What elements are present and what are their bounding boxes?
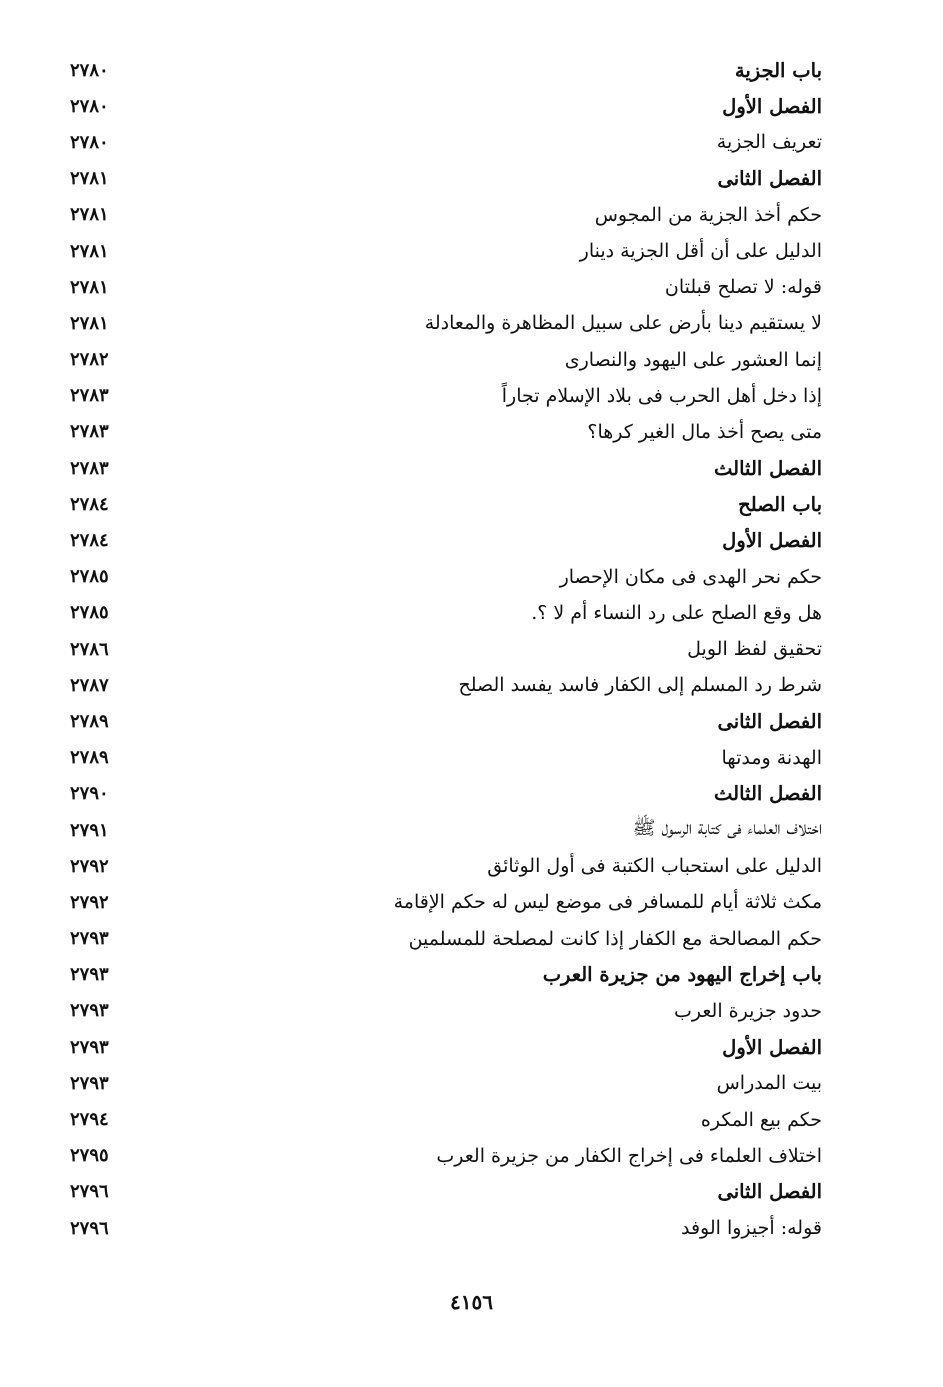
toc-entry-title: الدليل على استحباب الكتبة فى أول الوثائق [487, 855, 822, 878]
toc-heading: باب الجزية [734, 58, 822, 82]
toc-heading: الفصل الثانى [717, 709, 822, 733]
toc-row [70, 378, 822, 414]
toc-page-number: ٢٧٨١ [70, 168, 109, 190]
toc-page-number: ٢٧٩٦ [70, 1217, 109, 1239]
toc-entry-title: تحقيق لفظ الويل [687, 638, 822, 661]
toc-row [70, 812, 822, 848]
toc-row [70, 957, 822, 993]
toc-row [70, 522, 822, 558]
toc-row [70, 703, 822, 739]
toc-page-number: ٢٧٨٠ [70, 131, 109, 153]
toc-page-number: ٢٧٨٩ [70, 747, 109, 769]
toc-entry-title: قوله: أجيزوا الوفد [681, 1217, 822, 1240]
toc-page-number: ٢٧٨٤ [70, 530, 109, 552]
toc-entry-title: اختلاف العلماء فى كتابة الرسول ﷺ [632, 817, 822, 840]
toc-page-number: ٢٧٨٦ [70, 638, 109, 660]
toc-page-number: ٢٧٩١ [70, 819, 109, 841]
toc-row [70, 486, 822, 522]
toc-heading: الفصل الأول [722, 529, 822, 553]
toc-page-number: ٢٧٨١ [70, 240, 109, 262]
toc-row [70, 88, 822, 124]
toc-entry-title: حدود جزيرة العرب [674, 999, 822, 1022]
toc-row [70, 921, 822, 957]
toc-page-number: ٢٧٨٢ [70, 349, 109, 371]
toc-page-number: ٢٧٨٠ [70, 59, 109, 81]
toc-row [70, 414, 822, 450]
table-of-contents [70, 52, 822, 1246]
toc-heading: الفصل الثانى [717, 167, 822, 191]
toc-entry-title: حكم نحر الهدى فى مكان الإحصار [559, 565, 822, 588]
toc-row [70, 305, 822, 341]
toc-heading: الفصل الأول [722, 94, 822, 118]
toc-entry-title: تعريف الجزية [716, 131, 822, 154]
toc-row [70, 450, 822, 486]
toc-page-number: ٢٧٨٣ [70, 385, 109, 407]
toc-page-number: ٢٧٩٣ [70, 928, 109, 950]
toc-entry-title: قوله: لا تصلح قبلتان [664, 276, 822, 299]
toc-entry-title: إذا دخل أهل الحرب فى بلاد الإسلام تجاراً [501, 384, 822, 407]
toc-row [70, 631, 822, 667]
toc-page-number: ٢٧٨٠ [70, 95, 109, 117]
toc-row [70, 1210, 822, 1246]
toc-heading: الفصل الثالث [714, 782, 822, 806]
toc-page-number: ٢٧٩٣ [70, 964, 109, 986]
toc-heading: باب الصلح [738, 492, 822, 516]
toc-row [70, 559, 822, 595]
toc-page-number: ٢٧٩٣ [70, 1072, 109, 1094]
toc-row [70, 848, 822, 884]
toc-row [70, 1138, 822, 1174]
toc-page-number: ٢٧٨١ [70, 312, 109, 334]
toc-row [70, 993, 822, 1029]
toc-page-number: ٢٧٨١ [70, 276, 109, 298]
toc-entry-title: الدليل على أن أقل الجزية دينار [579, 240, 822, 263]
toc-page-number: ٢٧٨٣ [70, 457, 109, 479]
toc-row [70, 595, 822, 631]
toc-entry-title: شرط رد المسلم إلى الكفار فاسد يفسد الصلح [458, 674, 822, 697]
toc-row [70, 667, 822, 703]
toc-row [70, 776, 822, 812]
toc-page-number: ٢٧٨٩ [70, 710, 109, 732]
toc-row [70, 269, 822, 305]
toc-page-number: ٢٧٩٤ [70, 1109, 109, 1131]
toc-row [70, 52, 822, 88]
toc-page-number: ٢٧٨٥ [70, 602, 109, 624]
toc-page-number: ٢٧٩٢ [70, 891, 109, 913]
toc-entry-title: حكم أخذ الجزية من المجوس [594, 203, 822, 226]
page-number: ٤١٥٦ [450, 1290, 493, 1314]
toc-entry-title: إنما العشور على اليهود والنصارى [564, 348, 822, 371]
toc-row [70, 1065, 822, 1101]
toc-entry-title: اختلاف العلماء فى إخراج الكفار من جزيرة العرب [436, 1144, 822, 1167]
toc-page-number: ٢٧٨٤ [70, 493, 109, 515]
toc-page-number: ٢٧٩٥ [70, 1145, 109, 1167]
toc-entry-title: الهدنة ومدتها [721, 746, 822, 769]
toc-heading: باب إخراج اليهود من جزيرة العرب [542, 963, 822, 987]
toc-heading: الفصل الثانى [717, 1180, 822, 1204]
toc-entry-title: هل وقع الصلح على رد النساء أم لا ؟. [531, 601, 822, 624]
toc-row [70, 1174, 822, 1210]
toc-page-number: ٢٧٨٥ [70, 566, 109, 588]
toc-page-number: ٢٧٩٠ [70, 783, 109, 805]
toc-heading: الفصل الثالث [714, 456, 822, 480]
toc-heading: الفصل الأول [722, 1035, 822, 1059]
toc-page-number: ٢٧٩٣ [70, 1036, 109, 1058]
toc-row [70, 1029, 822, 1065]
toc-entry-title: حكم بيع المكره [700, 1108, 822, 1131]
toc-page-number: ٢٧٩٦ [70, 1181, 109, 1203]
toc-page-number: ٢٧٩٢ [70, 855, 109, 877]
toc-row [70, 1101, 822, 1137]
toc-row [70, 342, 822, 378]
toc-row [70, 197, 822, 233]
toc-entry-title: مكث ثلاثة أيام للمسافر فى موضع ليس له حكم الإقامة [393, 891, 822, 914]
toc-row [70, 884, 822, 920]
toc-row [70, 161, 822, 197]
toc-entry-title: لا يستقيم دينا بأرض على سبيل المظاهرة والمعادلة [424, 312, 822, 335]
toc-row [70, 124, 822, 160]
toc-row [70, 233, 822, 269]
toc-page-number: ٢٧٨١ [70, 204, 109, 226]
toc-page-number: ٢٧٩٣ [70, 1000, 109, 1022]
toc-page-number: ٢٧٨٣ [70, 421, 109, 443]
toc-row [70, 740, 822, 776]
toc-page-number: ٢٧٨٧ [70, 674, 109, 696]
toc-entry-title: حكم المصالحة مع الكفار إذا كانت لمصلحة للمسلمين [408, 927, 822, 950]
toc-entry-title: متى يصح أخذ مال الغير كرها؟ [587, 420, 822, 443]
toc-entry-title: بيت المدراس [716, 1072, 822, 1095]
